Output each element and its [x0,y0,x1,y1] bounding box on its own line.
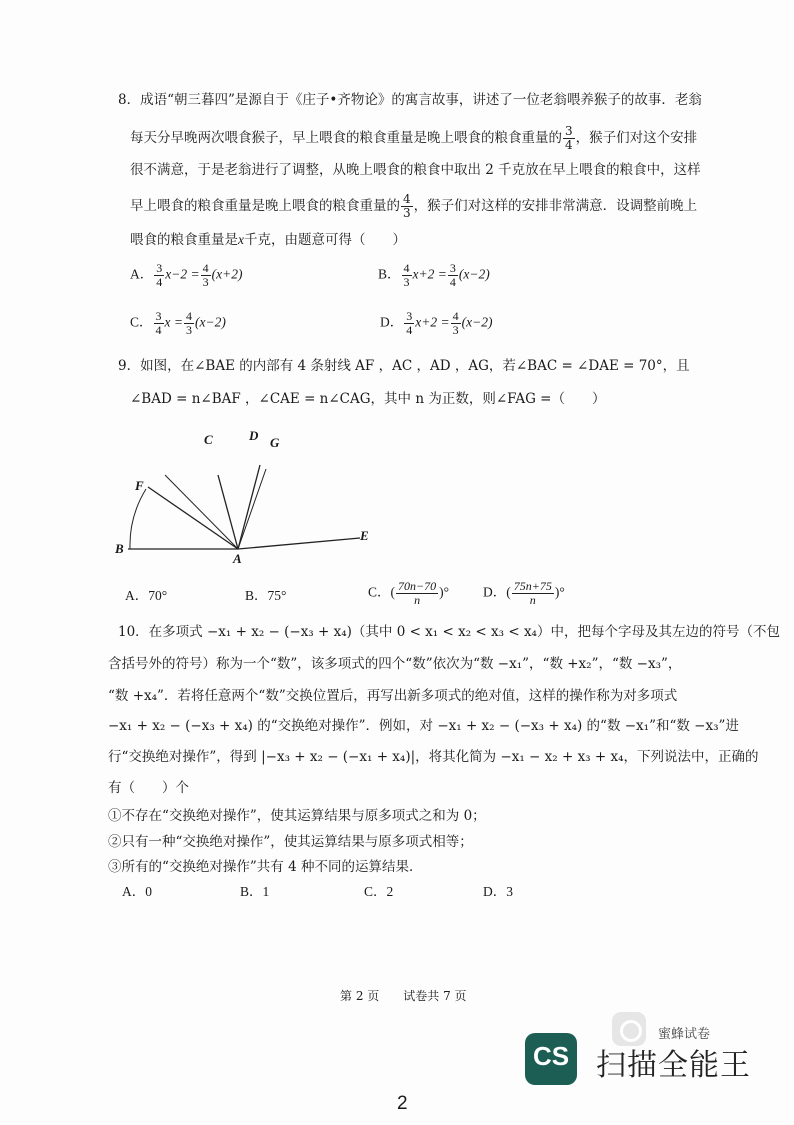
denominator: 4 [565,138,573,152]
variable-x: x [238,232,244,247]
numerator: 4 [202,261,209,275]
q10-option-d[interactable]: D．3 [483,884,513,899]
expr-left: x+2 = [415,314,450,330]
camscanner-logo-text: CS [532,1041,570,1071]
page-footer: 第 2 页 试卷共 7 页 [340,989,467,1003]
denominator: 3 [202,275,209,289]
q8-line-5-tail: 千克，由题意可得（ ） [244,232,406,248]
q8-option-c[interactable] [130,310,226,337]
denominator: 3 [186,323,192,337]
fraction-4-3 [201,262,211,289]
fraction-3-4 [154,262,164,289]
label-f: F [135,478,144,493]
q10-line-1: 10．在多项式 −x₁ + x₂ − (−x₃ + x₄)（其中 0 < x₁ < x₂ < x₃ < x₄）中，把每个字母及其左边的符号（不包 [118,624,780,640]
q10-option-b[interactable]: B．1 [240,884,270,899]
fraction-3-4 [448,262,458,289]
q9-option-d[interactable] [483,580,565,607]
q8-line-4-tail: ，猴子们对这样的安排非常满意．设调整前晚上 [413,198,698,214]
option-letter: C． [368,584,391,600]
page-number: 2 [397,1093,408,1114]
label-g: G [270,435,280,450]
fraction-3-4 [154,310,164,337]
q9-option-b[interactable]: B．75° [245,588,287,603]
ray-af [148,487,238,549]
q8-line-4 [130,193,697,220]
q10-line-5: 行“交换绝对操作”，得到 |−x₃ + x₂ − (−x₁ + x₄)|，将其化简为 −x₁ − x₂ + x₃ + x₄，下列说法中，正确的 [108,749,759,765]
q8-option-d[interactable] [380,310,492,337]
q8-line-3: 很不满意，于是老翁进行了调整，从晚上喂食的粮食中取出 2 千克放在早上喂食的粮食中，这样 [130,162,701,178]
degree: ° [443,584,450,600]
q9-line-2: ∠BAD = n∠BAF ，∠CAE = n∠CAG，其中 n 为正数，则∠FAG =（ ） [130,391,606,407]
label-c: C [204,432,213,447]
q9-option-a[interactable]: A．70° [125,588,168,603]
denominator: 3 [403,275,410,289]
numerator: 3 [406,309,413,323]
q10-statement-1: ①不存在“交换绝对操作”，使其运算结果与原多项式之和为 0； [108,808,486,824]
expr-right: (x−2) [195,314,226,330]
q10-option-c[interactable]: C．2 [364,884,394,899]
camscanner-watermark: 扫描全能王 [596,1048,751,1083]
numerator: 70n−70 [398,579,437,593]
numerator: 75n+75 [513,579,552,593]
paren: ( [390,584,396,600]
option-letter: D． [483,584,507,600]
numerator: 4 [403,261,410,275]
q8-line-2 [130,125,697,152]
q8-line-5-text: 喂食的粮食重量是 [130,232,238,248]
option-letter: A． [130,266,154,282]
q10-line-4: −x₁ + x₂ − (−x₃ + x₄) 的“交换绝对操作”．例如，对 −x₁ + x₂ − (−x₃ + x₄) 的“数 −x₁”和“数 −x₃”进 [108,718,739,734]
q8-line-4-text: 早上喂食的粮食重量是晚上喂食的粮食重量的 [130,198,400,214]
option-letter: C． [130,314,153,330]
fraction [512,580,554,607]
label-a: A [233,551,242,566]
expr-left: x+2 = [412,266,447,282]
q9-line-1: 9．如图，在∠BAE 的内部有 4 条射线 AF ，AC ，AD ，AG，若∠BAC = ∠DAE = 70°，且 [118,358,690,374]
degree: ° [559,584,565,600]
q8-option-a[interactable] [130,262,242,289]
expr-left: x−2 = [165,266,200,282]
fraction-3-4 [404,310,414,337]
denominator: 4 [406,323,413,337]
q10-option-a[interactable]: A．0 [122,884,152,899]
fraction-4-3 [451,310,461,337]
arc [130,489,146,549]
fraction-4-3 [401,193,413,220]
expr-right: (x+2) [211,266,243,282]
expr-right: (x−2) [458,266,490,282]
numerator: 3 [156,261,163,275]
angle-figure [110,425,390,575]
q10-statement-2: ②只有一种“交换绝对操作”，使其运算结果与原多项式相等； [108,834,473,850]
q10-line-6: 有（ ）个 [108,780,189,796]
denominator: 4 [155,323,162,337]
expr-left: x = [164,314,183,330]
ray-ag [238,465,260,549]
denominator: 3 [403,206,411,220]
camscanner-logo-icon [525,1033,577,1085]
denominator: 4 [449,275,456,289]
denominator: n [414,593,421,607]
q8-line-2-tail: ，猴子们对这个安排 [575,130,698,146]
denominator: n [529,593,536,607]
numerator: 4 [403,192,411,206]
option-letter: B． [378,266,401,282]
q8-line-2-text: 每天分早晚两次喂食猴子，早上喂食的粮食重量是晚上喂食的粮食重量的 [130,130,562,146]
expr-right: (x−2) [461,314,493,330]
numerator: 4 [452,309,459,323]
q10-line-3: “数 +x₄”．若将任意两个“数”交换位置后，再写出新多项式的绝对值，这样的操作称为对多项式 [108,688,678,704]
q10-statement-3: ③所有的“交换绝对操作”共有 4 种不同的运算结果． [108,859,423,875]
ray-ac [165,475,238,549]
mifeng-watermark: 蜜蜂试卷 [658,1027,711,1042]
paren: ) [554,584,560,600]
paren: ( [506,584,511,600]
fraction-4-3 [184,310,194,337]
denominator: 4 [156,275,163,289]
fraction-4-3 [402,262,412,289]
fraction [396,580,438,607]
label-b: B [115,541,124,556]
numerator: 3 [449,261,456,275]
circle-icon [620,1020,642,1042]
label-d: D [249,428,259,443]
q8-option-b[interactable] [378,262,490,289]
q8-line-1: 8．成语“朝三暮四”是源自于《庄子•齐物论》的寓言故事，讲述了一位老翁喂养猴子的故事．老翁 [118,92,702,108]
ray-ae [238,538,360,549]
label-e: E [360,528,369,543]
numerator: 4 [186,309,192,323]
q9-option-c[interactable] [368,580,449,607]
denominator: 3 [452,323,459,337]
option-letter: D． [380,314,404,330]
numerator: 3 [565,124,573,138]
numerator: 3 [155,309,162,323]
paren: ) [439,584,444,600]
fraction-3-4 [563,125,575,152]
q8-line-5 [130,230,406,250]
q10-line-2: 含括号外的符号）称为一个“数”，该多项式的四个“数”依次为“数 −x₁”，“数 +x₂”，“数 −x₃”， [108,656,682,672]
ray-ag-2 [238,469,266,549]
